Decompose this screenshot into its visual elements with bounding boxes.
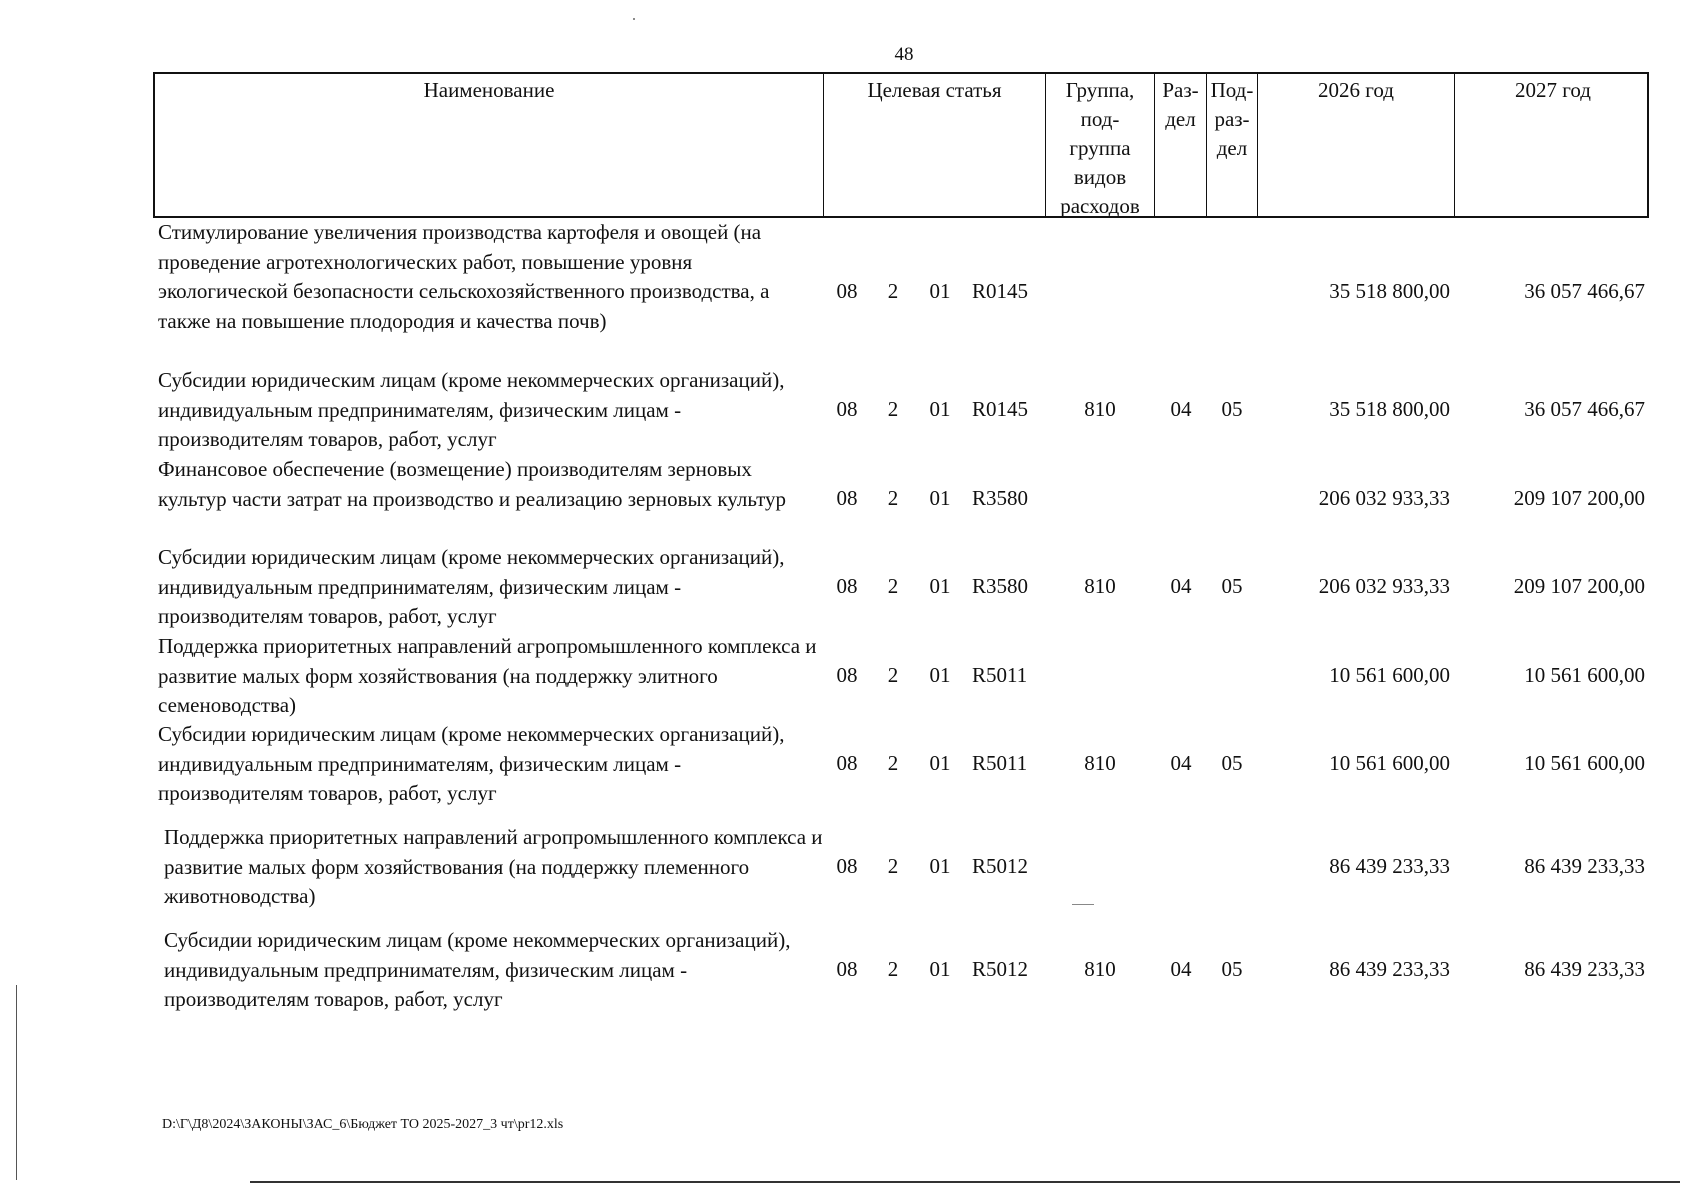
header-subsection-line: дел bbox=[1216, 136, 1248, 160]
row-name: Субсидии юридическим лицам (кроме некоммерческих организаций), индивидуальным предпринимателям, физическим лицам - производителям товаров, работ, услуг bbox=[158, 368, 785, 451]
row-amount-2026: 206 032 933,33 bbox=[1318, 486, 1450, 510]
row-amount-2026: 10 561 600,00 bbox=[1329, 751, 1450, 775]
header-subsection-line: Под- bbox=[1210, 78, 1254, 102]
page-number: 48 bbox=[894, 44, 914, 65]
row-code-direction: R3580 bbox=[972, 574, 1029, 598]
row-amount-2026: 10 561 600,00 bbox=[1329, 663, 1450, 687]
row-code-direction: R5012 bbox=[972, 854, 1029, 878]
table-header bbox=[153, 72, 1649, 218]
header-year-2027: 2027 год bbox=[1515, 78, 1591, 102]
header-name: Наименование bbox=[155, 74, 824, 216]
row-code-event: 01 bbox=[929, 957, 951, 981]
row-code-direction: R0145 bbox=[972, 397, 1029, 421]
row-code-program: 08 bbox=[836, 751, 858, 775]
row-expense-group: 810 bbox=[1084, 397, 1116, 421]
header-subsection-line: раз- bbox=[1214, 107, 1250, 131]
scan-speck bbox=[633, 18, 635, 20]
row-amount-2027: 209 107 200,00 bbox=[1513, 574, 1645, 598]
row-code-subprogram: 2 bbox=[887, 751, 899, 775]
row-name: Субсидии юридическим лицам (кроме некоммерческих организаций), индивидуальным предпринимателям, физическим лицам - производителям товаров, работ, услуг bbox=[158, 545, 785, 628]
row-code-event: 01 bbox=[929, 751, 951, 775]
header-expense-group-line: Группа, bbox=[1065, 78, 1135, 102]
header-section-line: Раз- bbox=[1162, 78, 1199, 102]
page-bottom-line bbox=[250, 1181, 1680, 1183]
row-amount-2027: 209 107 200,00 bbox=[1513, 486, 1645, 510]
row-amount-2027: 36 057 466,67 bbox=[1524, 279, 1645, 303]
row-code-event: 01 bbox=[929, 279, 951, 303]
row-name: Финансовое обеспечение (возмещение) производителям зерновых культур части затрат на производство и реализацию зерновых культур bbox=[158, 457, 787, 511]
row-subsection: 05 bbox=[1221, 751, 1243, 775]
row-code-direction: R5011 bbox=[972, 751, 1028, 775]
row-amount-2027: 86 439 233,33 bbox=[1524, 854, 1645, 878]
header-year-2026: 2026 год bbox=[1258, 74, 1455, 216]
header-section bbox=[1155, 74, 1207, 216]
row-code-event: 01 bbox=[929, 397, 951, 421]
row-expense-group: 810 bbox=[1084, 957, 1116, 981]
row-subsection: 05 bbox=[1221, 574, 1243, 598]
row-subsection: 05 bbox=[1221, 397, 1243, 421]
footer-file-path: D:\Г\Д8\2024\ЗАКОНЫ\ЗАС_6\Бюджет ТО 2025-2027_3 чт\pr12.xls bbox=[162, 1117, 564, 1132]
scan-mark bbox=[1072, 904, 1094, 905]
row-code-subprogram: 2 bbox=[887, 854, 899, 878]
row-amount-2026: 86 439 233,33 bbox=[1329, 854, 1450, 878]
row-code-program: 08 bbox=[836, 663, 858, 687]
row-amount-2027: 10 561 600,00 bbox=[1524, 751, 1645, 775]
row-code-event: 01 bbox=[929, 486, 951, 510]
row-section: 04 bbox=[1170, 574, 1192, 598]
header-expense-group-line: видов bbox=[1073, 165, 1127, 189]
scan-margin-line bbox=[16, 985, 17, 1180]
row-amount-2026: 35 518 800,00 bbox=[1329, 279, 1450, 303]
row-expense-group: 810 bbox=[1084, 751, 1116, 775]
row-amount-2026: 206 032 933,33 bbox=[1318, 574, 1450, 598]
row-code-event: 01 bbox=[929, 574, 951, 598]
row-code-program: 08 bbox=[836, 574, 858, 598]
header-subsection bbox=[1207, 74, 1258, 216]
row-name: Субсидии юридическим лицам (кроме некоммерческих организаций), индивидуальным предпринимателям, физическим лицам - производителям товаров, работ, услуг bbox=[164, 928, 791, 1011]
row-amount-2026: 35 518 800,00 bbox=[1329, 397, 1450, 421]
row-name: Поддержка приоритетных направлений агропромышленного комплекса и развитие малых форм хозяйствования (на поддержку племенного животноводства) bbox=[164, 825, 823, 908]
row-section: 04 bbox=[1170, 751, 1192, 775]
row-amount-2027: 36 057 466,67 bbox=[1524, 397, 1645, 421]
header-expense-group-line: расходов bbox=[1060, 194, 1140, 218]
row-name: Стимулирование увеличения производства картофеля и овощей (на проведение агротехнологических работ, повышение уровня экологической безопасности сельскохозяйственного производства, а также на повышение плодородия и качества почв) bbox=[158, 220, 770, 333]
row-section: 04 bbox=[1170, 397, 1192, 421]
header-target-article: Целевая статья bbox=[824, 74, 1046, 216]
row-name: Субсидии юридическим лицам (кроме некоммерческих организаций), индивидуальным предпринимателям, физическим лицам - производителям товаров, работ, услуг bbox=[158, 722, 785, 805]
row-section: 04 bbox=[1170, 957, 1192, 981]
row-code-subprogram: 2 bbox=[887, 957, 899, 981]
row-code-direction: R5011 bbox=[972, 663, 1028, 687]
header-expense-group bbox=[1046, 74, 1155, 216]
row-code-subprogram: 2 bbox=[887, 397, 899, 421]
row-code-subprogram: 2 bbox=[887, 279, 899, 303]
row-amount-2026: 86 439 233,33 bbox=[1329, 957, 1450, 981]
row-code-program: 08 bbox=[836, 279, 858, 303]
row-code-program: 08 bbox=[836, 486, 858, 510]
row-code-subprogram: 2 bbox=[887, 486, 899, 510]
header-expense-group-line: под- bbox=[1080, 107, 1120, 131]
row-code-event: 01 bbox=[929, 663, 951, 687]
row-code-program: 08 bbox=[836, 397, 858, 421]
row-code-program: 08 bbox=[836, 854, 858, 878]
header-section-line: дел bbox=[1165, 107, 1196, 131]
row-code-event: 01 bbox=[929, 854, 951, 878]
row-code-subprogram: 2 bbox=[887, 663, 899, 687]
row-code-direction: R0145 bbox=[972, 279, 1029, 303]
row-expense-group: 810 bbox=[1084, 574, 1116, 598]
row-code-program: 08 bbox=[836, 957, 858, 981]
row-code-direction: R3580 bbox=[972, 486, 1029, 510]
row-amount-2027: 86 439 233,33 bbox=[1524, 957, 1645, 981]
row-subsection: 05 bbox=[1221, 957, 1243, 981]
header-expense-group-line: группа bbox=[1069, 136, 1131, 160]
row-amount-2027: 10 561 600,00 bbox=[1524, 663, 1645, 687]
row-code-subprogram: 2 bbox=[887, 574, 899, 598]
row-code-direction: R5012 bbox=[972, 957, 1029, 981]
row-name: Поддержка приоритетных направлений агропромышленного комплекса и развитие малых форм хозяйствования (на поддержку элитного семеноводства) bbox=[158, 634, 817, 717]
